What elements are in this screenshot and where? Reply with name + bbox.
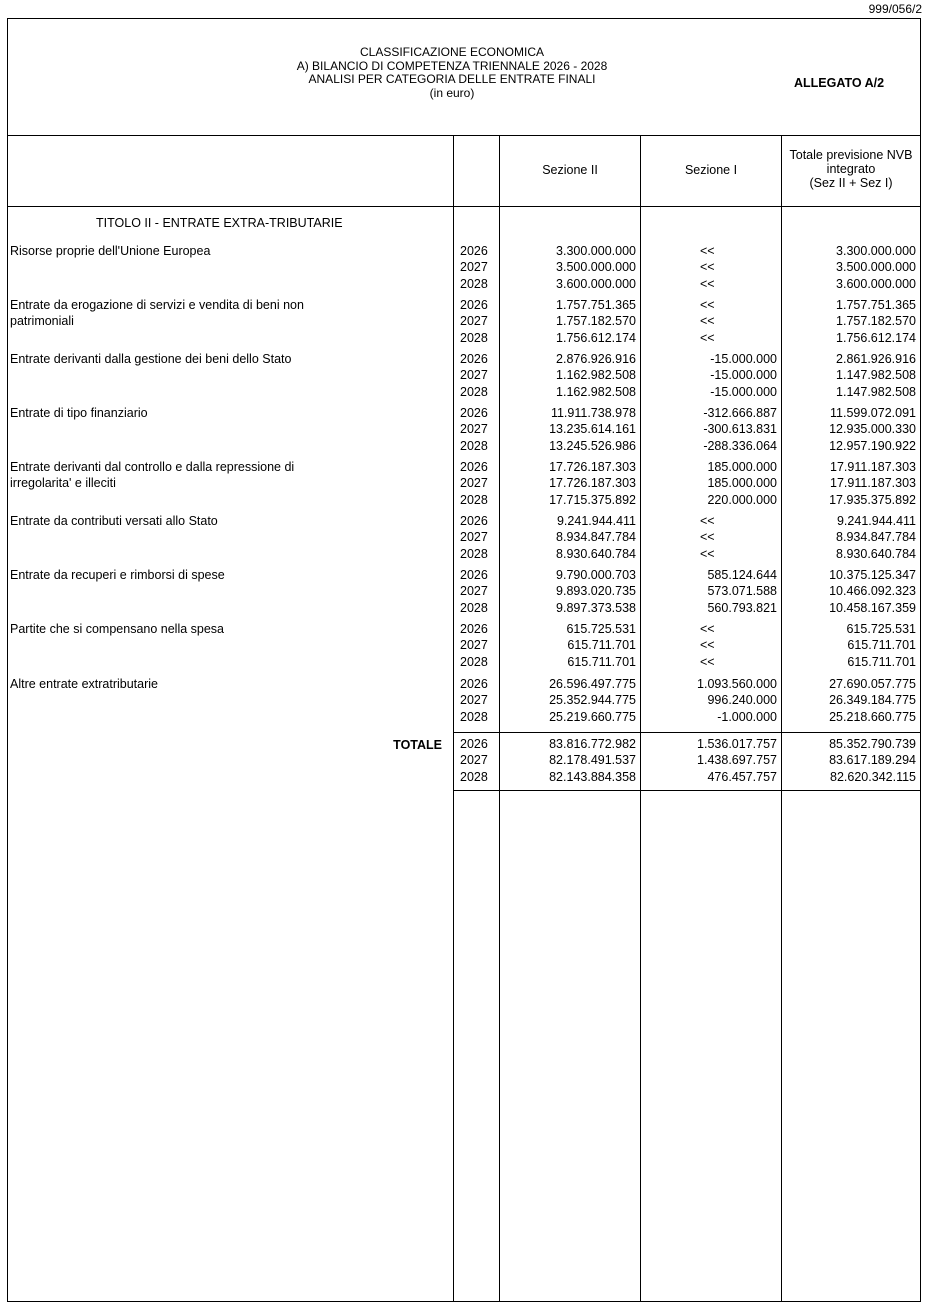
frame-left [7,18,8,1301]
title-line: CLASSIFICAZIONE ECONOMICA [359,45,545,59]
row-years: 2026 2027 2028 [460,677,488,724]
row-label: Entrate derivanti dalla gestione dei beni dello Stato [10,352,292,366]
row-years: 2026 2027 2028 [460,622,488,669]
row-totale: 10.375.125.347 10.466.092.323 10.458.167.359 [829,568,916,615]
document-code: 999/056/2 [868,2,922,16]
totale-top-divider [453,732,920,733]
totale-sezione-ii: 83.816.772.982 82.178.491.537 82.143.884.358 [549,737,636,784]
row-totale: 9.241.944.411 8.934.847.784 8.930.640.784 [836,514,916,561]
row-totale: 1.757.751.365 1.757.182.570 1.756.612.174 [836,298,916,345]
row-sezione-ii: 615.725.531 615.711.701 615.711.701 [566,622,636,669]
frame-right [920,18,921,1301]
row-years: 2026 2027 2028 [460,298,488,345]
column-header-line: integrato [826,162,876,176]
row-label: Entrate da erogazione di servizi e vendita di beni non patrimoniali [10,298,304,328]
row-sezione-i: 585.124.644 573.071.588 560.793.821 [707,568,777,615]
column-header-totale [782,148,920,190]
row-years: 2026 2027 2028 [460,460,488,507]
row-sezione-i: << << << [700,244,715,291]
row-sezione-ii: 11.911.738.978 13.235.614.161 13.245.526.986 [549,406,636,453]
row-years: 2026 2027 2028 [460,568,488,615]
column-header-line: (Sez II + Sez I) [809,176,893,190]
column-header-sezione-ii: Sezione II [542,163,598,177]
title-line: A) BILANCIO DI COMPETENZA TRIENNALE 2026 - 2028 [296,58,608,73]
row-sezione-i: -15.000.000 -15.000.000 -15.000.000 [710,352,777,399]
header-divider [7,135,921,136]
totale-label: TOTALE [393,738,442,752]
row-sezione-i: -312.666.887 -300.613.831 -288.336.064 [703,406,777,453]
row-label: Entrate da contributi versati allo Stato [10,514,218,528]
row-sezione-ii: 3.300.000.000 3.500.000.000 3.600.000.000 [556,244,636,291]
frame-bottom [7,1301,921,1302]
row-sezione-i: << << << [700,514,715,561]
row-label: Partite che si compensano nella spesa [10,622,225,636]
row-sezione-ii: 9.241.944.411 8.934.847.784 8.930.640.784 [556,514,636,561]
row-sezione-ii: 26.596.497.775 25.352.944.775 25.219.660.775 [549,677,636,724]
row-label: Entrate di tipo finanziario [10,406,148,420]
title-line: ANALISI PER CATEGORIA DELLE ENTRATE FINALI [308,72,596,86]
column-header-divider [7,206,921,207]
row-sezione-i: << << << [700,298,715,345]
row-label: Altre entrate extratributarie [10,677,158,691]
title-line: (in euro) [429,85,475,100]
col-sep-label [453,135,454,1301]
column-header-sezione-i: Sezione I [684,163,738,177]
document-title [7,46,897,100]
row-label: Entrate derivanti dal controllo e dalla repressione di irregolarita' e illeciti [10,460,295,490]
row-totale: 2.861.926.916 1.147.982.508 1.147.982.508 [836,352,916,399]
column-header-line: Totale previsione NVB [789,148,913,162]
row-totale: 11.599.072.091 12.935.000.330 12.957.190.922 [829,406,916,453]
row-sezione-ii: 9.790.000.703 9.893.020.735 9.897.373.538 [556,568,636,615]
row-sezione-ii: 17.726.187.303 17.726.187.303 17.715.375.892 [549,460,636,507]
row-sezione-ii: 1.757.751.365 1.757.182.570 1.756.612.174 [556,298,636,345]
section-title: TITOLO II - ENTRATE EXTRA-TRIBUTARIE [96,216,343,230]
frame-top [7,18,921,19]
row-years: 2026 2027 2028 [460,514,488,561]
totale-sezione-i: 1.536.017.757 1.438.697.757 476.457.757 [697,737,777,784]
allegato-label: ALLEGATO A/2 [794,76,885,90]
row-sezione-i: 1.093.560.000 996.240.000 -1.000.000 [697,677,777,724]
totale-totale: 85.352.790.739 83.617.189.294 82.620.342.115 [829,737,916,784]
row-totale: 17.911.187.303 17.911.187.303 17.935.375.892 [829,460,916,507]
totale-years: 2026 2027 2028 [460,737,488,784]
totale-bottom-divider [453,790,920,791]
row-totale: 27.690.057.775 26.349.184.775 25.218.660.775 [829,677,916,724]
row-totale: 615.725.531 615.711.701 615.711.701 [846,622,916,669]
row-years: 2026 2027 2028 [460,406,488,453]
row-label: Risorse proprie dell'Unione Europea [10,244,211,258]
row-years: 2026 2027 2028 [460,244,488,291]
row-sezione-i: << << << [700,622,715,669]
row-sezione-i: 185.000.000 185.000.000 220.000.000 [707,460,777,507]
row-totale: 3.300.000.000 3.500.000.000 3.600.000.000 [836,244,916,291]
row-sezione-ii: 2.876.926.916 1.162.982.508 1.162.982.508 [556,352,636,399]
row-label: Entrate da recuperi e rimborsi di spese [10,568,225,582]
row-years: 2026 2027 2028 [460,352,488,399]
